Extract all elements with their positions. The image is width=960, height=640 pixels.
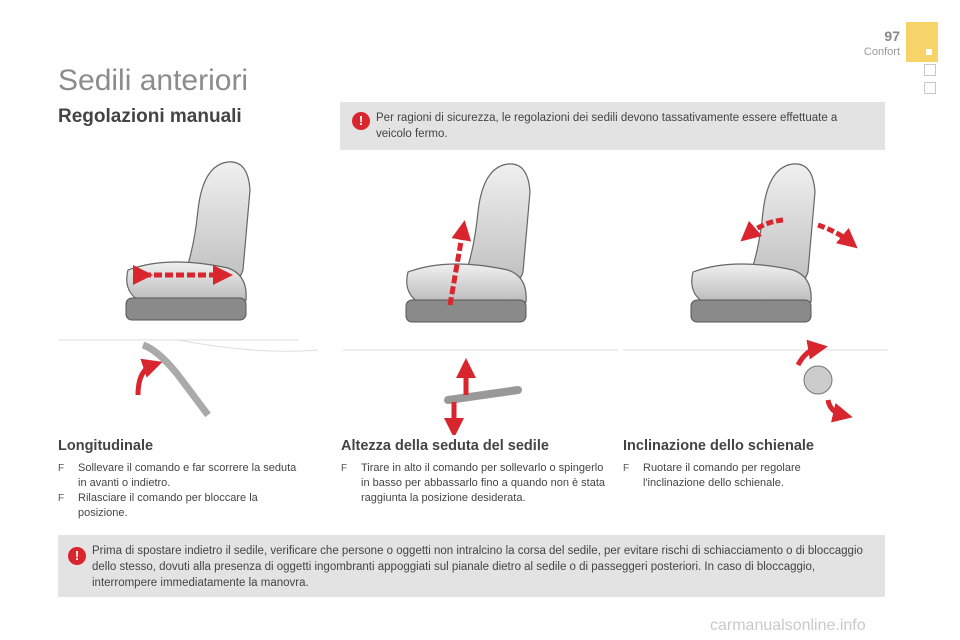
safety-warning-text: Per ragioni di sicurezza, le regolazioni dei sedili devono tassativamente essere effettuate a veicolo fermo. (376, 112, 838, 140)
watermark: carmanualsonline.info (710, 617, 866, 634)
chapter-tab-empty (924, 82, 936, 94)
warning-icon: ! (68, 547, 86, 565)
bullet-icon: F (341, 463, 348, 474)
pinch-warning-text: Prima di spostare indietro il sedile, verificare che persone o oggetti non intralcino la corsa del sedile, per evitare rischi di schiacciamento o di bloccaggio dello stesso, dovuti alla presenza di oggetti ingombranti appoggiati sul pianale dietro al sedile o di passeggeri posteriori. In caso di bloccaggio, interrompere immediatamente la manovra. (92, 545, 863, 589)
steps-seat-height (341, 461, 606, 506)
step-text: Sollevare il comando e far scorrere la seduta in avanti o indietro. (78, 462, 297, 489)
step-item (58, 491, 298, 521)
seat-illustration-height (343, 164, 618, 428)
step-item (341, 461, 606, 506)
step-item (623, 461, 843, 491)
section-subtitle: Regolazioni manuali (58, 106, 242, 127)
seat-illustrations (58, 150, 888, 435)
safety-warning-box (340, 102, 885, 150)
steps-backrest-recline (623, 461, 843, 491)
bullet-icon: F (623, 463, 630, 474)
step-item (58, 461, 298, 491)
chapter-tab-empty (924, 64, 936, 76)
page-number: 97 (884, 28, 900, 44)
page-title: Sedili anteriori (58, 64, 249, 97)
bullet-icon: F (58, 493, 65, 504)
warning-icon: ! (352, 112, 370, 130)
heading-backrest-recline: Inclinazione dello schienale (623, 438, 814, 454)
tab-marker (926, 49, 932, 55)
step-text: Ruotare il comando per regolare l'inclinazione dello schienale. (643, 462, 801, 489)
step-text: Tirare in alto il comando per sollevarlo o spingerlo in basso per abbassarlo fino a quando non è stata raggiunta la posizione desiderata. (361, 462, 606, 504)
chapter-tab (906, 22, 938, 62)
section-label: Confort (863, 46, 900, 58)
seat-illustration-longitudinal (58, 162, 318, 415)
heading-seat-height: Altezza della seduta del sedile (341, 438, 549, 454)
step-text: Rilasciare il comando per bloccare la posizione. (78, 492, 258, 519)
seat-illustration-recline (623, 164, 888, 415)
steps-longitudinal (58, 461, 298, 521)
pinch-warning-box (58, 535, 885, 597)
heading-longitudinal: Longitudinale (58, 438, 154, 454)
bullet-icon: F (58, 463, 65, 474)
